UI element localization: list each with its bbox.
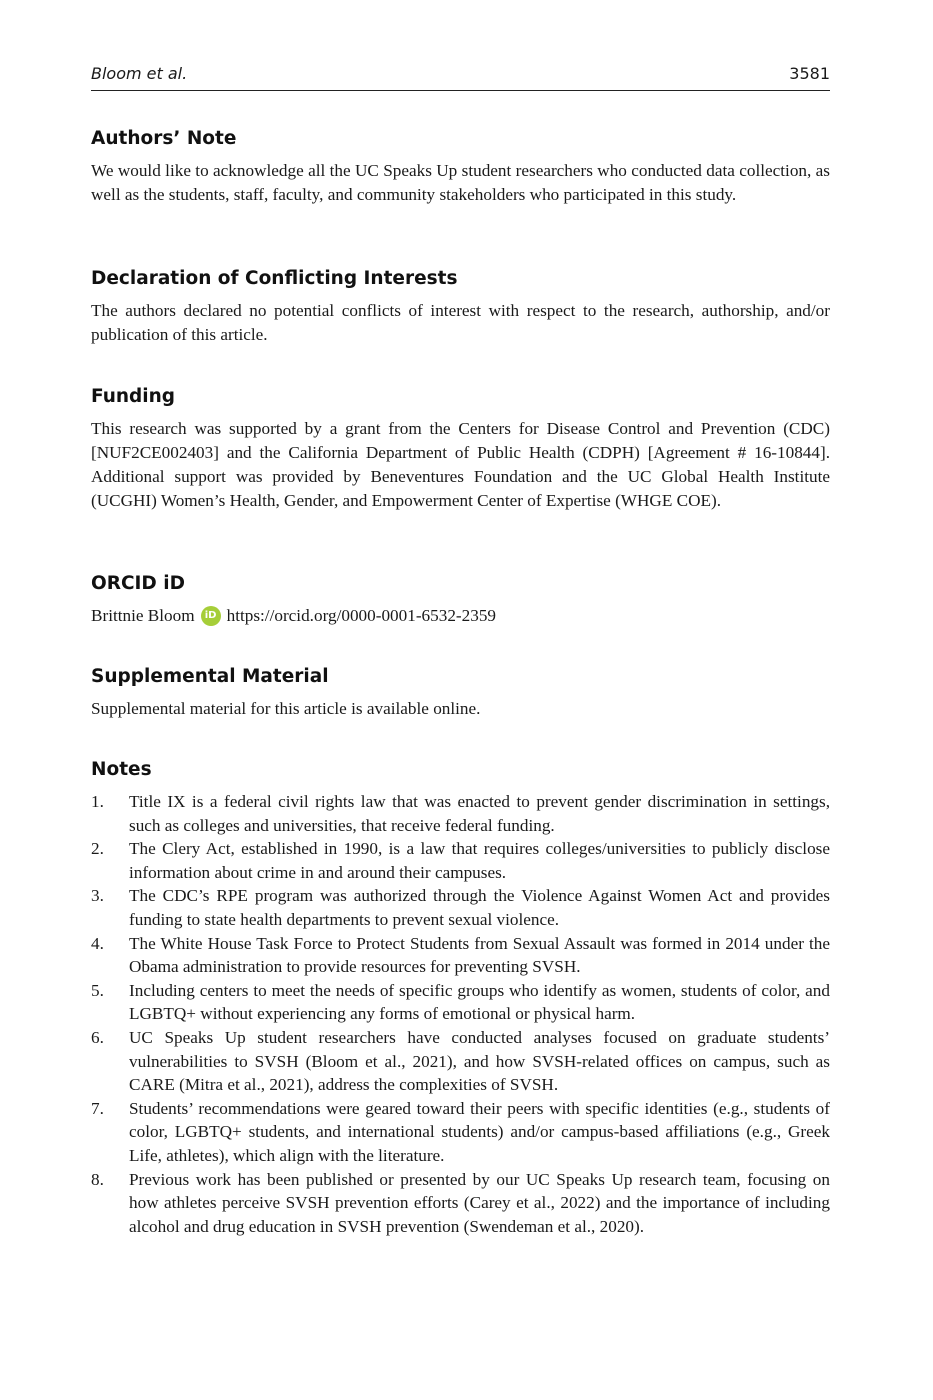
funding-heading: Funding [91, 386, 176, 407]
note-text: UC Speaks Up student researchers have conducted analyses focused on graduate students’ vulnerabilities to SVSH (Bloom et al., 2021), and how SVSH-related offices on campus, such as CARE (Mitra et al., 2021), address the complexities of SVSH. [129, 1027, 830, 1095]
note-item [91, 1026, 830, 1097]
running-head-authors: Bloom et al. [91, 64, 188, 83]
note-item [91, 1097, 830, 1168]
orcid-line [91, 604, 830, 628]
supplemental-heading: Supplemental Material [91, 666, 329, 687]
note-number: 2. [91, 839, 104, 859]
authors-note-section [91, 127, 830, 207]
note-text: The White House Task Force to Protect Students from Sexual Assault was formed in 2014 under the Obama administration to provide resources for preventing SVSH. [129, 933, 830, 977]
page-number: 3581 [789, 64, 830, 83]
supplemental-text: Supplemental material for this article is available online. [91, 699, 481, 718]
orcid-url-link[interactable]: https://orcid.org/0000-0001-6532-2359 [226, 606, 497, 625]
note-item [91, 979, 830, 1026]
note-number: 5. [91, 980, 104, 1000]
orcid-heading: ORCID iD [91, 573, 185, 594]
note-item [91, 837, 830, 884]
conflicts-section [91, 267, 830, 347]
funding-section [91, 385, 830, 513]
note-number: 7. [91, 1098, 104, 1118]
note-text: Previous work has been published or presented by our UC Speaks Up research team, focusing on how athletes perceive SVSH prevention efforts (Carey et al., 2022) and the importance of including alcohol and drug education in SVSH prevention (Swendeman et al., 2020). [129, 1169, 830, 1236]
supplemental-section [91, 665, 830, 721]
orcid-author-name: Brittnie Bloom [91, 606, 195, 625]
note-text: The Clery Act, established in 1990, is a law that requires colleges/universities to publicly disclose information about crime in and around their campuses. [129, 839, 830, 882]
running-head [91, 60, 830, 91]
note-item [91, 1168, 830, 1239]
note-number: 1. [91, 792, 104, 811]
conflicts-heading: Declaration of Conflicting Interests [91, 268, 458, 289]
note-number: 6. [91, 1027, 104, 1047]
notes-section [91, 758, 830, 1238]
notes-heading: Notes [91, 759, 152, 780]
authors-note-heading: Authors’ Note [91, 128, 237, 149]
note-item [91, 790, 830, 837]
funding-text: This research was supported by a grant from the Centers for Disease Control and Prevention (CDC) [NUF2CE002403] and the California Department of Public Health (CDPH) [Agreement # 16-10844]. Additional support was provided by Beneventures Foundation and the UC Global Health Institute (UCGHI) Women’s Health, Gender, and Empowerment Center of Expertise (WHGE COE). [91, 419, 830, 510]
note-item [91, 884, 830, 931]
note-number: 8. [91, 1169, 104, 1189]
note-text: Students’ recommendations were geared toward their peers with specific identities (e.g., students of color, LGBTQ+ students, and international students) and/or campus-based affiliations (e.g., Greek Life, athletes), which align with the literature. [129, 1098, 830, 1165]
note-number: 3. [91, 886, 104, 906]
note-text: Title IX is a federal civil rights law that was enacted to prevent gender discrimination in settings, such as colleges and universities, that receive federal funding. [129, 792, 830, 835]
note-number: 4. [91, 933, 104, 953]
orcid-icon[interactable]: iD [201, 606, 221, 626]
authors-note-text: We would like to acknowledge all the UC Speaks Up student researchers who conducted data collection, as well as the students, staff, faculty, and community stakeholders who participated in this study. [91, 161, 830, 204]
note-text: The CDC’s RPE program was authorized through the Violence Against Women Act and provides funding to state health departments to prevent sexual violence. [129, 886, 830, 929]
conflicts-text: The authors declared no potential conflicts of interest with respect to the research, authorship, and/or publication of this article. [91, 301, 830, 344]
note-item [91, 932, 830, 979]
notes-list [91, 790, 830, 1238]
orcid-section [91, 572, 830, 628]
note-text: Including centers to meet the needs of specific groups who identify as women, students of color, and LGBTQ+ without experiencing any forms of emotional or physical harm. [129, 980, 830, 1024]
